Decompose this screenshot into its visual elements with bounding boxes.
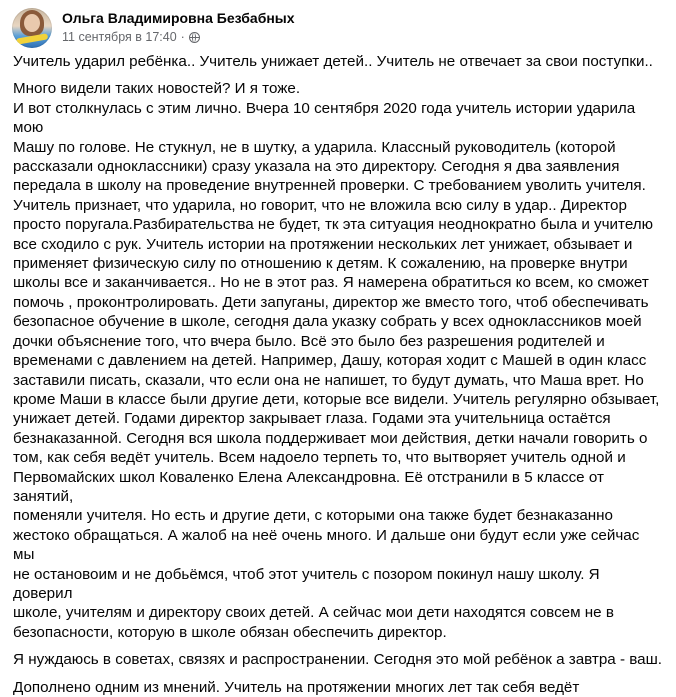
post-paragraph-3: Я нуждаюсь в советах, связях и распространении. Сегодня это мой ребёнок а завтра - ваш.: [13, 651, 662, 669]
author-name[interactable]: Ольга Владимировна Безбабных: [62, 10, 295, 26]
post-date-row: [62, 29, 295, 45]
post-body: [13, 52, 663, 697]
separator-dot: ·: [180, 30, 185, 44]
post-meta: [62, 8, 295, 45]
globe-icon: [189, 32, 200, 43]
avatar[interactable]: [12, 8, 52, 48]
post-timestamp[interactable]: 11 сентября в 17:40: [62, 30, 177, 44]
post-paragraph-1: Учитель ударил ребёнка.. Учитель унижает детей.. Учитель не отвечает за свои поступки..: [13, 53, 653, 70]
post-paragraph-4: Дополнено одним из мнений. Учитель на протяжении многих лет так себя ведёт: [13, 678, 580, 696]
post-paragraph-2: Много видели таких новостей? И я тоже. И вот столкнулась с этим лично. Вчера 10 сентября 2020 года учитель истории ударила мою Машу по голове. Не стукнул, не в шутку, а ударила. Классный руководитель (которой рассказали одноклассники) сразу указала на это директору. Сегодня я два заявления передала в школу на проведение внутренней проверки. С требованием уволить учителя. Учитель признает, что ударила, но говорит, что не вложила всю силу в удар.. Директор просто поругала.Разбирательства не будет, тк эта ситуация неоднократно была и учителю все сходило с рук. Учитель истории на протяжении нескольких лет унижает, обзывает и применяет физическую силу по отношению к детям. К сожалению, на проверке внутри школы все и заканчивается.. Но не в этот раз. Я намерена обратиться ко всем, ко сможет помочь , проконтролировать. Дети запуганы, директор же вместо того, чтоб обеспечивать безопасное обучение в школе, сегодня дала указку собрать у всех одноклассников моей дочки объяснение того, что вчера было. Всё это было без разрешения родителей и временами с давлением на детей. Например, Дашу, которая ходит с Машей в один класс заставили писать, сказали, что если она не напишет, то будут думать, что Маша врет. Но кроме Маши в классе были другие дети, которые все видели. Учитель регулярно обзывает, унижает детей. Годами директор закрывает глаза. Годами эта учительница остаётся безнаказанной. Сегодня вся школа поддерживает мои действия, детки начали говорить о том, как себя ведёт учитель. Всем надоело терпеть то, что вытворяет учитель одной и Первомайских школ Коваленко Елена Александровна. Её отстранили в 5 классе от занятий, поменяли учителя. Но есть и другие дети, с которыми она также будет безнаказанно жестоко обращаться. А жалоб на неё очень много. И дальше они будут если уже сейчас мы не остановоим и не добьёмся, чтоб этот учитель с позором покинул нашу школу. Я доверил школе, учителям и директору своих детей. А сейчас мои дети находятся совсем не в безопасности, которую в школе обязан обеспечить директор.: [13, 80, 660, 641]
post-header: [12, 8, 295, 48]
